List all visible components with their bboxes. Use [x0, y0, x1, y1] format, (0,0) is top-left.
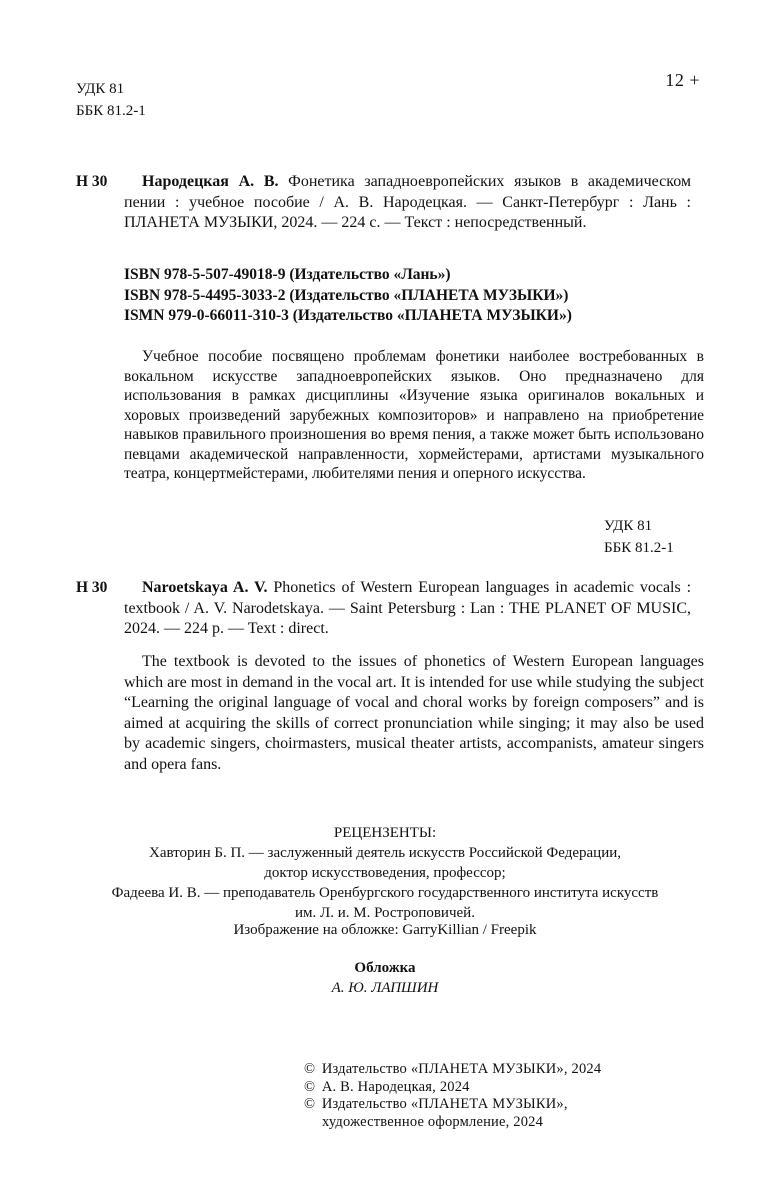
copyright-symbol: © [304, 1096, 316, 1112]
udk-code: УДК 81 [604, 518, 653, 534]
cover-image-credit: Изображение на обложке: GarryKillian / Freepik [233, 922, 537, 938]
en-entry-author: Naroetskaya A. V. [142, 579, 268, 596]
copyright-symbol: © [304, 1078, 316, 1095]
isbn-line: ISBN 978-5-507-49018-9 (Издательство «Лань») [124, 266, 451, 283]
age-rating: 12 + [665, 70, 700, 90]
copyright-line: художественное оформление, 2024 [322, 1113, 544, 1130]
bbk-code: ББК 81.2-1 [76, 103, 146, 119]
ru-author-mark: Н 30 [76, 173, 108, 190]
cover-label: Обложка [354, 960, 416, 976]
copyright-line: © Издательство «ПЛАНЕТА МУЗЫКИ», [304, 1096, 568, 1112]
copyright-line: © А. В. Народецкая, 2024 [304, 1078, 470, 1095]
reviewer-line: Хавторин Б. П. — заслуженный деятель искусств Российской Федерации, [148, 845, 622, 861]
classification-codes-right [604, 515, 674, 559]
copyright-line: © Издательство «ПЛАНЕТА МУЗЫКИ», 2024 [304, 1061, 602, 1077]
bbk-code: ББК 81.2-1 [604, 540, 674, 556]
copyright-symbol: © [304, 1061, 316, 1077]
ru-entry-text: Фонетика западноевропейских языков в академическом пении : учебное пособие / А. В. Народецкая. — Санкт-Петербург : Лань : ПЛАНЕТА МУЗЫКИ, 2024. — 224 с. — Текст : непосредственный. [124, 173, 692, 231]
cover-credit-block [60, 958, 710, 998]
ru-abstract: Учебное пособие посвящено проблемам фонетики наиболее востребованных в вокальном искусстве западноевропейских языков. Оно предназначено для использования в рамках дисциплины «Изучение языка оригиналов вокальных и хоровых произведений зарубежных композиторов» и направлено на приобретение навыков правильного произношения во время пения, а также может быть использовано певцами академической направленности, хормейстерами, артистами музыкального театра, концертмейстерами, любителями пения и оперного искусства. [124, 348, 704, 482]
en-bibliographic-entry [124, 578, 691, 640]
ru-bibliographic-entry [124, 172, 691, 234]
udk-code: УДК 81 [76, 81, 125, 97]
cover-designer: А. Ю. ЛАПШИН [331, 980, 439, 996]
copyright-block [304, 1061, 601, 1131]
reviewer-line: доктор искусствоведения, профессор; [264, 865, 506, 881]
ismn-line: ISMN 979-0-66011-310-3 (Издательство «ПЛАНЕТА МУЗЫКИ») [124, 307, 572, 324]
en-author-mark: Н 30 [76, 579, 108, 596]
ru-entry-author: Народецкая А. В. [142, 173, 279, 190]
reviewers-title: РЕЦЕНЗЕНТЫ: [333, 825, 437, 841]
isbn-block [124, 265, 704, 327]
isbn-line: ISBN 978-5-4495-3033-2 (Издательство «ПЛАНЕТА МУЗЫКИ») [124, 286, 569, 304]
en-abstract: The textbook is devoted to the issues of phonetics of Western European languages which are most in demand in the vocal art. It is intended for use while studying the subject “Learning the original language of vocal and choral works by foreign composers” and is aimed at acquiring the skills of correct pronunciation while singing; it may also be used by academic singers, choirmasters, musical theater artists, accompanists, amateur singers and opera fans. [124, 653, 704, 773]
reviewer-line: Фадеева И. В. — преподаватель Оренбургского государственного института искусств [111, 885, 659, 901]
en-entry-text: Phonetics of Western European languages in academic vocals : textbook / A. V. Narodetskaya. — Saint Petersburg : Lan : THE PLANET OF MUSIC, 2024. — 224 p. — Text : direct. [124, 579, 692, 637]
reviewers-block [60, 823, 710, 923]
classification-codes [76, 78, 146, 122]
reviewer-line: им. Л. и. М. Ростроповичей. [295, 905, 475, 921]
